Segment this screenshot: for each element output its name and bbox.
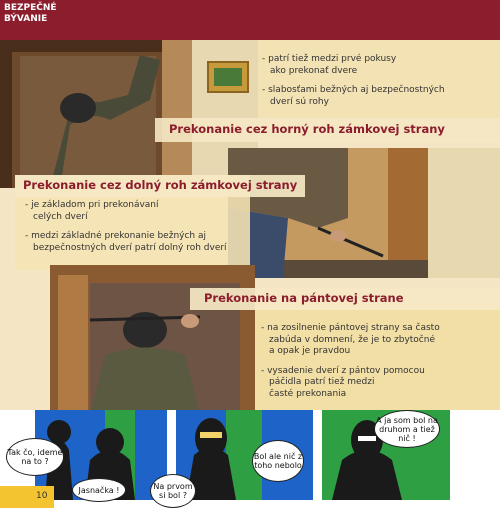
logo [4, 3, 62, 39]
photo-top-corner [0, 40, 258, 188]
section1-title-band [155, 118, 500, 142]
speech-bubble-3: Na prvom si bol ? [150, 474, 196, 508]
speech-bubble-5: A ja som bol na druhom a tiež nič ! [374, 410, 440, 448]
section2-bullet-2: - medzi základné prekonanie bežných aj bezpečnostných dverí patrí dolný roh dverí [25, 231, 227, 253]
section2-title: Prekonanie cez dolný roh zámkovej strany [23, 178, 298, 192]
page-number: 10 [36, 491, 48, 501]
section3-bullet-1: - na zosilnenie pántovej strany sa často zabúda v domnení, že je to zbytočné a opak je pravdou [261, 323, 440, 356]
speech-bubble-4: Bol ale nič z toho nebolo [252, 440, 304, 482]
section3-bullet-2: - vysadenie dverí z pántov pomocou páčidla patrí tiež medzi časté prekonania [261, 365, 425, 399]
section1-bullet-2: - slabosťami bežných aj bezpečnostných dverí sú rohy [262, 85, 445, 107]
section1-bullet-1: - patrí tiež medzi prvé pokusy ako prekonať dvere [262, 54, 397, 76]
section3-title-band [190, 288, 500, 310]
comic-strip [0, 410, 500, 518]
header-band [0, 0, 500, 40]
logo-line-1: BEZPEČNÉ [4, 3, 57, 13]
section2-title-band [15, 175, 305, 197]
logo-line-2: BÝVANIE [4, 14, 48, 24]
section1-title: Prekonanie cez horný roh zámkovej strany [169, 122, 445, 136]
section2-bullet-1: - je základom pri prekonávaní celých dverí [25, 200, 159, 222]
section3-title: Prekonanie na pántovej strane [204, 291, 404, 305]
speech-bubble-1: Tak čo, ideme na to ? [6, 438, 64, 476]
section3-panel [255, 305, 500, 410]
page-number-tab [0, 486, 54, 508]
photo-bottom-corner [228, 148, 500, 278]
speech-bubble-2: Jasnačka ! [72, 478, 126, 502]
